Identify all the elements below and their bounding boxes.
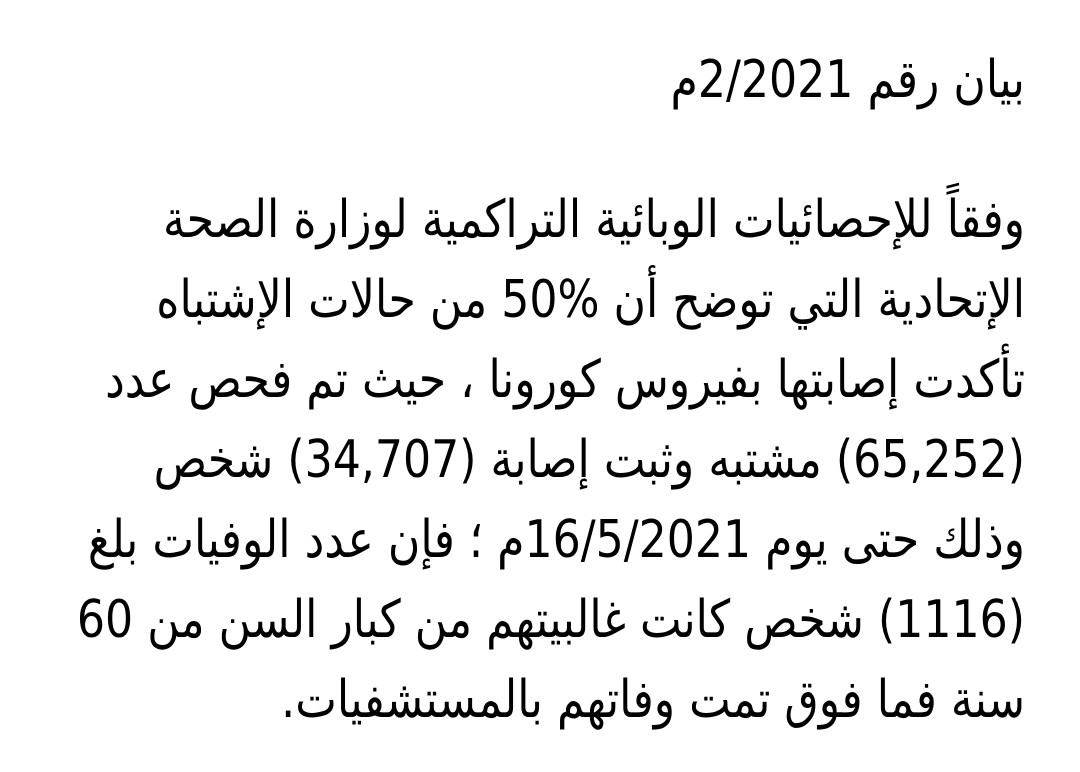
- statement-line-2: الإتحادية التي توضح أن %50 من حالات الإشتباه: [156, 270, 1025, 330]
- statement-content: [40, 40, 1025, 740]
- statement-line-5: وذلك حتى يوم 16/5/2021م ؛ فإن عدد الوفيات بلغ: [87, 510, 1025, 570]
- statement-line-1: وفقاً للإحصائيات الوبائية التراكمية لوزارة الصحة: [162, 190, 1026, 250]
- statement-paragraph: [40, 180, 1025, 740]
- statement-line-4: (65,252) مشتبه وثبت إصابة (34,707) شخص: [153, 430, 1025, 490]
- statement-number-heading: بيان رقم 2/2021م: [670, 50, 1025, 110]
- statement-line-3: تأكدت إصابتها بفيروس كورونا ، حيث تم فحص عدد: [105, 350, 1025, 410]
- statement-line-6: (1116) شخص كانت غالبيتهم من كبار السن من 60: [76, 590, 1025, 650]
- statement-line-7: سنة فما فوق تمت وفاتهم بالمستشفيات.: [281, 670, 1026, 730]
